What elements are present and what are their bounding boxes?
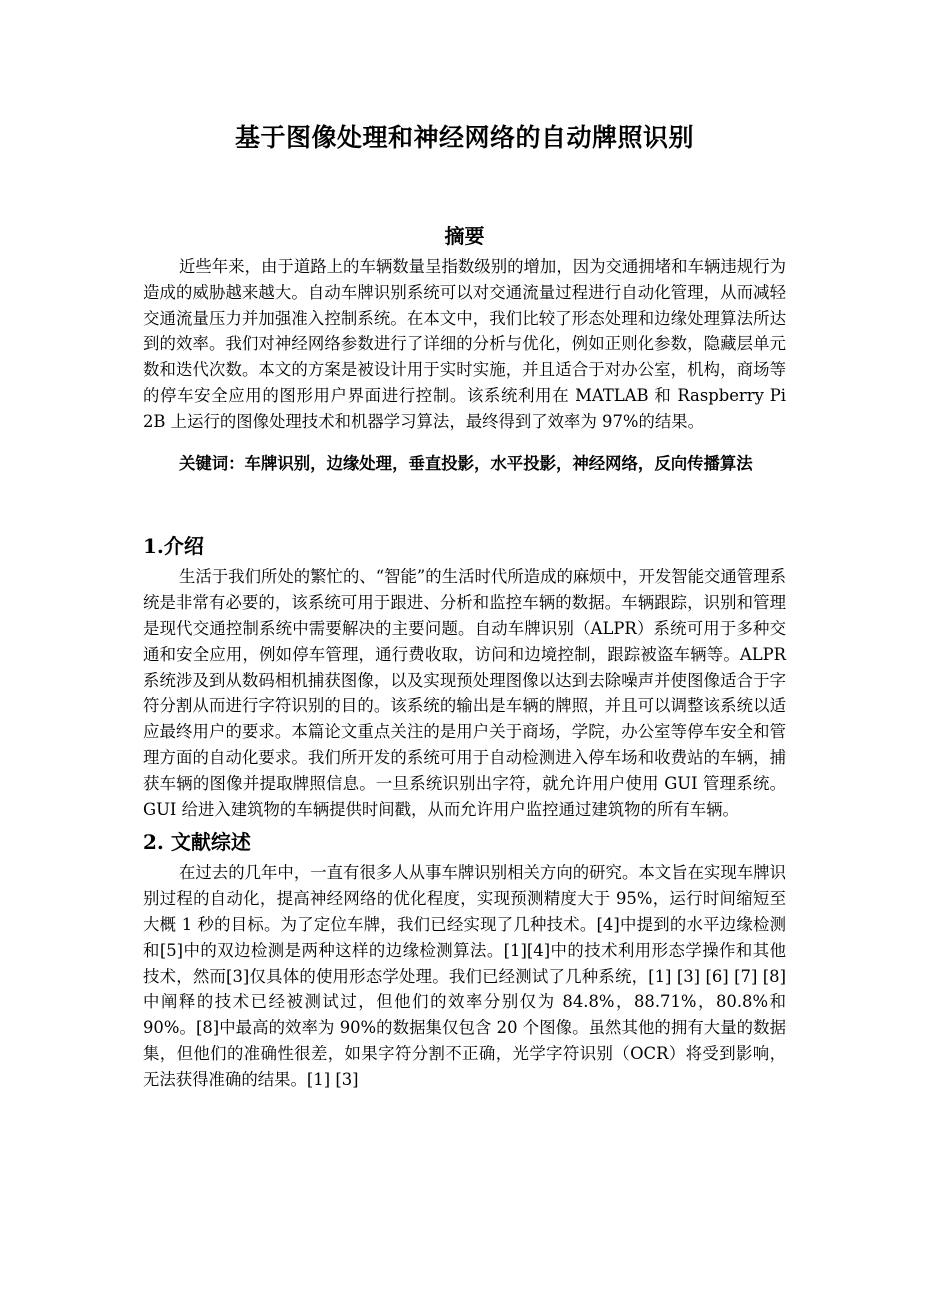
section-heading-literature-review: 2. 文献综述 — [143, 830, 251, 855]
section-text-literature-review: 在过去的几年中，一直有很多人从事车牌识别相关方向的研究。本文旨在实现车牌识别过程的自动化，提高神经网络的优化程度，实现预测精度大于 95%，运行时间缩短至大概 1 秒的目标。为了定位车牌，我们已经实现了几种技术。[4]中提到的水平边缘检测和[5]中的双边检测是两种这样的边缘检测算法。[1][4]中的技术利用形态学操作和其他技术，然而[3]仅具体的使用形态学处理。我们已经测试了几种系统，[1] [3] [6] [7] [8]中阐释的技术已经被测试过，但他们的效率分别仅为 84.8%，88.71%，80.8%和 90%。[8]中最高的效率为 90%的数据集仅包含 20 个图像。虽然其他的拥有大量的数据集，但他们的准确性很差，如果字符分割不正确，光学字符识别（OCR）将受到影响，无法获得准确的结果。[1] [3] — [143, 863, 786, 1089]
paper-title: 基于图像处理和神经网络的自动牌照识别 — [234, 123, 694, 152]
paper-content — [143, 118, 786, 1093]
abstract-heading: 摘要 — [444, 224, 485, 248]
keywords: 关键词：车牌识别，边缘处理，垂直投影，水平投影，神经网络，反向传播算法 — [179, 453, 753, 473]
section-text-introduction: 生活于我们所处的繁忙的、“智能”的生活时代所造成的麻烦中，开发智能交通管理系统是非常有必要的，该系统可用于跟进、分析和监控车辆的数据。车辆跟踪，识别和管理是现代交通控制系统中需要解决的主要问题。自动车牌识别（ALPR）系统可用于多种交通和安全应用，例如停车管理，通行费收取，访问和边境控制，跟踪被盗车辆等。ALPR 系统涉及到从数码相机捕获图像，以及实现预处理图像以达到去除噪声并使图像适合于字符分割从而进行字符识别的目的。该系统的输出是车辆的牌照，并且可以调整该系统以适应最终用户的要求。本篇论文重点关注的是用户关于商场，学院，办公室等停车安全和管理方面的自动化要求。我们所开发的系统可用于自动检测进入停车场和收费站的车辆，捕获车辆的图像并提取牌照信息。一旦系统识别出字符，就允许用户使用 GUI 管理系统。GUI 给进入建筑物的车辆提供时间戳，从而允许用户监控通过建筑物的所有车辆。 — [143, 567, 786, 819]
section-heading-introduction: 1.介绍 — [143, 534, 204, 559]
abstract-text: 近些年来，由于道路上的车辆数量呈指数级别的增加，因为交通拥堵和车辆违规行为造成的威胁越来越大。自动车牌识别系统可以对交通流量过程进行自动化管理，从而减轻交通流量压力并加强准入控制系统。在本文中，我们比较了形态处理和边缘处理算法所达到的效率。我们对神经网络参数进行了详细的分析与优化，例如正则化参数，隐藏层单元数和迭代次数。本文的方案是被设计用于实时实施，并且适合于对办公室，机构，商场等的停车安全应用的图形用户界面进行控制。该系统利用在 MATLAB 和 Raspberry Pi 2B 上运行的图像处理技术和机器学习算法，最终得到了效率为 97%的结果。 — [143, 257, 786, 431]
